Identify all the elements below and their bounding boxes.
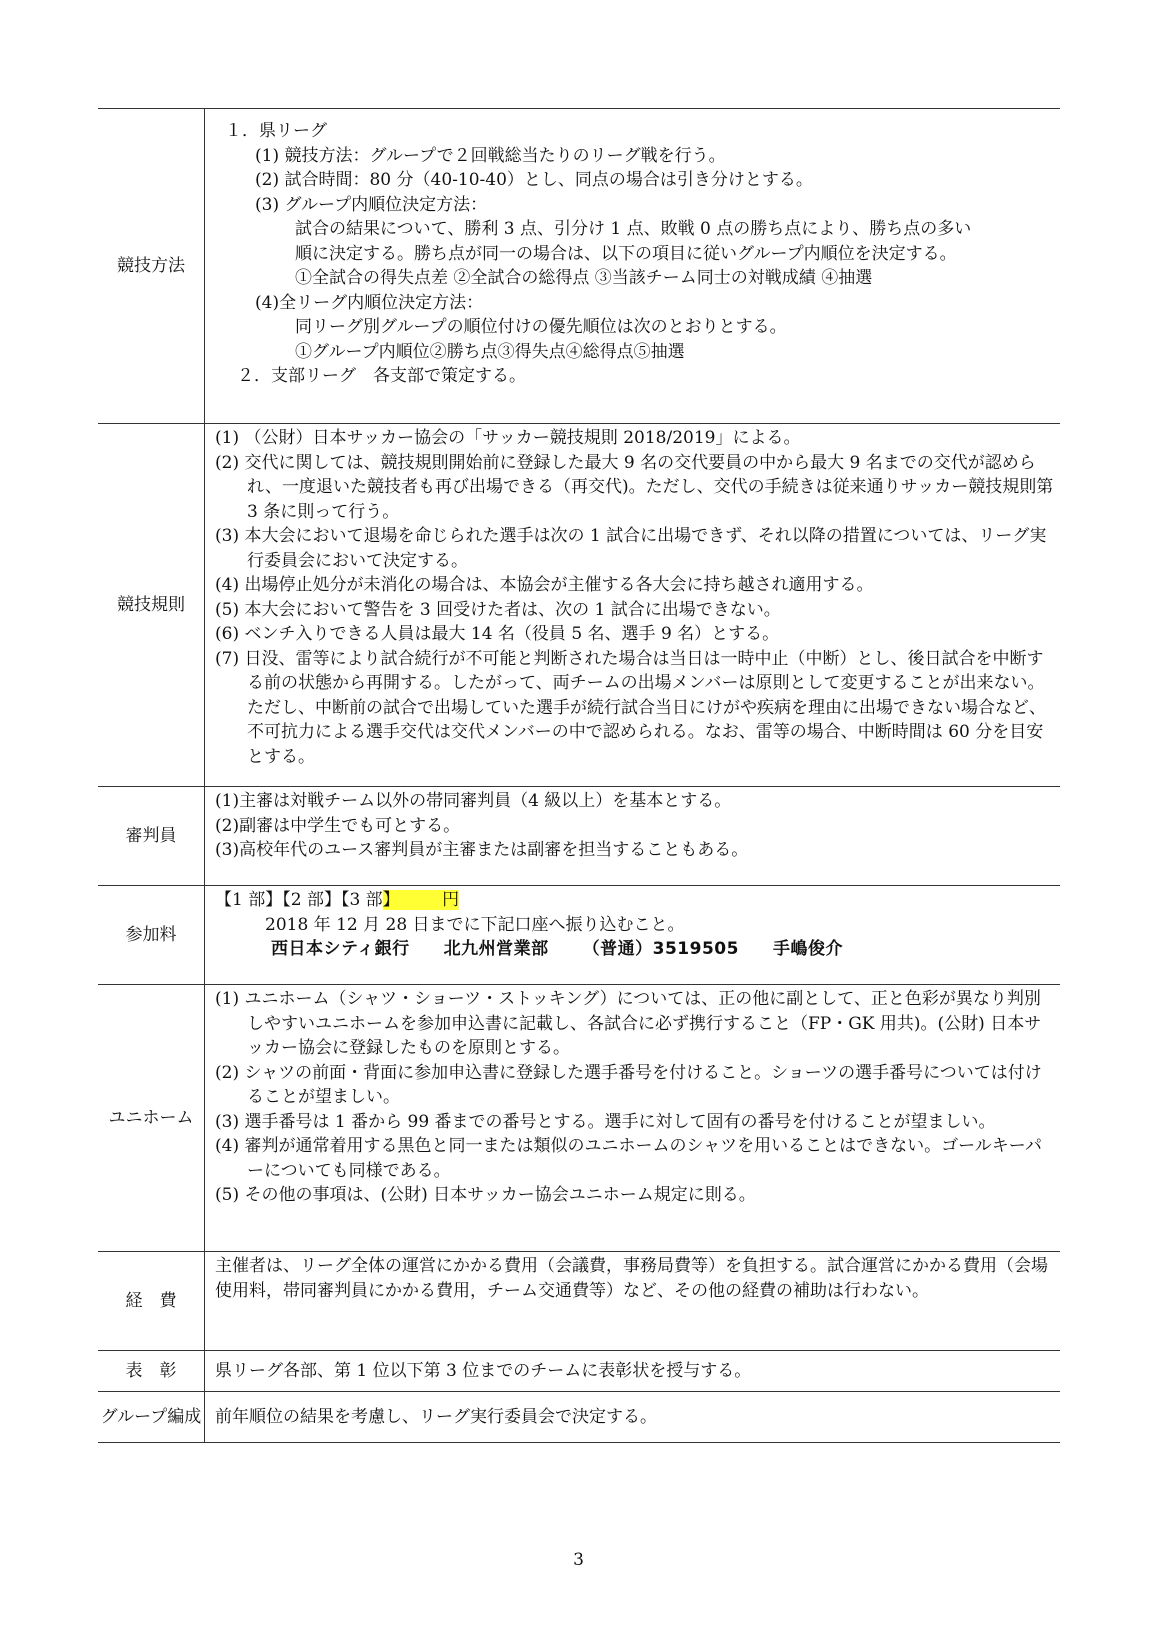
section-heading: １．県リーグ	[225, 121, 327, 141]
row-kyogi-kisoku	[98, 424, 1060, 787]
list-item: (2) 交代に関しては、競技規則開始前に登録した最大 9 名の交代要員の中から最大 9 名までの交代が認められ、一度退いた競技者も再び出場できる（再交代)。ただし、交代の手続きは従来通りサッカー競技規則第 3 条に則って行う。	[215, 452, 1054, 522]
division-labels: 【1 部】【2 部】【3 部	[215, 890, 383, 910]
list-item: (5) 本大会において警告を 3 回受けた者は、次の 1 試合に出場できない。	[215, 599, 781, 620]
row-kyogi-houhou	[98, 109, 1060, 424]
list-item-detail: ①全試合の得失点差 ②全試合の総得点 ③当該チーム同士の対戦成績 ④抽選	[295, 268, 873, 288]
row-label: 競技規則	[98, 424, 205, 787]
row-uniform	[98, 985, 1060, 1252]
row-label: 表 彰	[98, 1351, 205, 1392]
row-label: 参加料	[98, 886, 205, 985]
list-item: (5) その他の事項は、(公財) 日本サッカー協会ユニホーム規定に則る。	[215, 1185, 756, 1205]
row-content	[205, 985, 1061, 1252]
list-item: (1) （公財）日本サッカー協会の「サッカー競技規則 2018/2019」による。	[215, 428, 801, 448]
row-label: グループ編成	[98, 1392, 205, 1443]
section-heading: ２．支部リーグ 各支部で策定する。	[237, 366, 526, 386]
list-item: (2) シャツの前面・背面に参加申込書に登録した選手番号を付けること。ショーツの選手番号については付けることが望ましい。	[215, 1062, 1042, 1107]
list-item-detail: ①グループ内順位②勝ち点③得失点④総得点⑤抽選	[295, 341, 685, 362]
row-keihi	[98, 1252, 1060, 1351]
list-item: (3)高校年代のユース審判員が主審または副審を担当することもある。	[215, 840, 749, 860]
row-label: 審判員	[98, 787, 205, 886]
row-content	[205, 109, 1061, 424]
bank-account	[215, 937, 1054, 962]
list-item: (1) 競技方法：グループで２回戦総当たりのリーグ戦を行う。	[255, 145, 726, 166]
list-item: (7) 日没、雷等により試合続行が不可能と判断された場合は当日は一時中止（中断）とし、後日試合を中断する前の状態から再開する。したがって、両チームの出場メンバーは原則として変更することが出来ない。ただし、中断前の試合で出場していた選手が続行試合当日にけがや疾病を理由に出場できない場合など、不可抗力による選手交代は交代メンバーの中で認められる。なお、雷等の場合、中断時間は 60 分を目安とする。	[215, 648, 1046, 767]
fee-amount-highlight: 】 円	[382, 890, 460, 910]
row-label: ユニホーム	[98, 985, 205, 1252]
list-item: (3) 本大会において退場を命じられた選手は次の 1 試合に出場できず、それ以降の措置については、リーグ実行委員会において決定する。	[215, 526, 1047, 571]
list-item: (1)主審は対戦チーム以外の帯同審判員（4 級以上）を基本とする。	[215, 791, 732, 811]
rules-table	[98, 108, 1060, 1443]
list-item: (4)全リーグ内順位決定方法：	[255, 292, 484, 313]
list-item: (3) 選手番号は 1 番から 99 番までの番号とする。選手に対して固有の番号を付けることが望ましい。	[215, 1111, 996, 1132]
row-label: 競技方法	[98, 109, 205, 424]
row-label: 経 費	[98, 1252, 205, 1351]
row-content	[205, 787, 1061, 886]
list-item: (1) ユニホーム（シャツ・ショーツ・ストッキング）については、正の他に副として、正と色彩が異なり判別しやすいユニホームを参加申込書に記載し、各試合に必ず携行すること（FP・GK 用共)。(公財) 日本サッカー協会に登録したものを原則とする。	[215, 989, 1042, 1058]
list-item: (6) ベンチ入りできる人員は最大 14 名（役員 5 名、選手 9 名）とする。	[215, 624, 780, 644]
bank-branch: 北九州営業部	[443, 939, 549, 959]
list-item: (2) 試合時間：80 分（40-10-40）とし、同点の場合は引き分けとする。	[255, 170, 813, 190]
row-content: 前年順位の結果を考慮し、リーグ実行委員会で決定する。	[205, 1392, 1061, 1443]
account-number: （普通）3519505	[582, 939, 739, 959]
row-shinpan	[98, 787, 1060, 886]
list-item: (4) 出場停止処分が未消化の場合は、本協会が主催する各大会に持ち越され適用する。	[215, 575, 874, 595]
page-number: 3	[573, 1550, 584, 1570]
row-content	[205, 886, 1061, 985]
list-item: (2)副審は中学生でも可とする。	[215, 815, 461, 836]
list-item: (4) 審判が通常着用する黒色と同一または類似のユニホームのシャツを用いることはできない。ゴールキーパーについても同様である。	[215, 1136, 1042, 1181]
bank-name: 西日本シティ銀行	[271, 939, 410, 959]
row-group	[98, 1392, 1060, 1443]
list-item: (3) グループ内順位決定方法：	[255, 194, 488, 215]
list-item-detail: 同リーグ別グループの順位付けの優先順位は次のとおりとする。	[295, 317, 787, 337]
row-hyosho	[98, 1351, 1060, 1392]
row-content: 主催者は、リーグ全体の運営にかかる費用（会議費，事務局費等）を負担する。試合運営にかかる費用（会場使用料，帯同審判員にかかる費用，チーム交通費等）など、その他の経費の補助は行わない。	[205, 1252, 1061, 1351]
row-content	[205, 424, 1061, 787]
list-item-detail: 試合の結果について、勝利 3 点、引分け 1 点、敗戦 0 点の勝ち点により、勝ち点の多い	[295, 219, 972, 239]
list-item-detail: 順に決定する。勝ち点が同一の場合は、以下の項目に従いグループ内順位を決定する。	[295, 243, 957, 264]
row-sankaryo	[98, 886, 1060, 985]
row-content: 県リーグ各部、第 1 位以下第 3 位までのチームに表彰状を授与する。	[205, 1351, 1061, 1392]
fee-deadline: 2018 年 12 月 28 日までに下記口座へ振り込むこと。	[265, 914, 685, 935]
account-holder: 手嶋俊介	[772, 939, 843, 959]
fee-divisions	[215, 888, 1054, 913]
